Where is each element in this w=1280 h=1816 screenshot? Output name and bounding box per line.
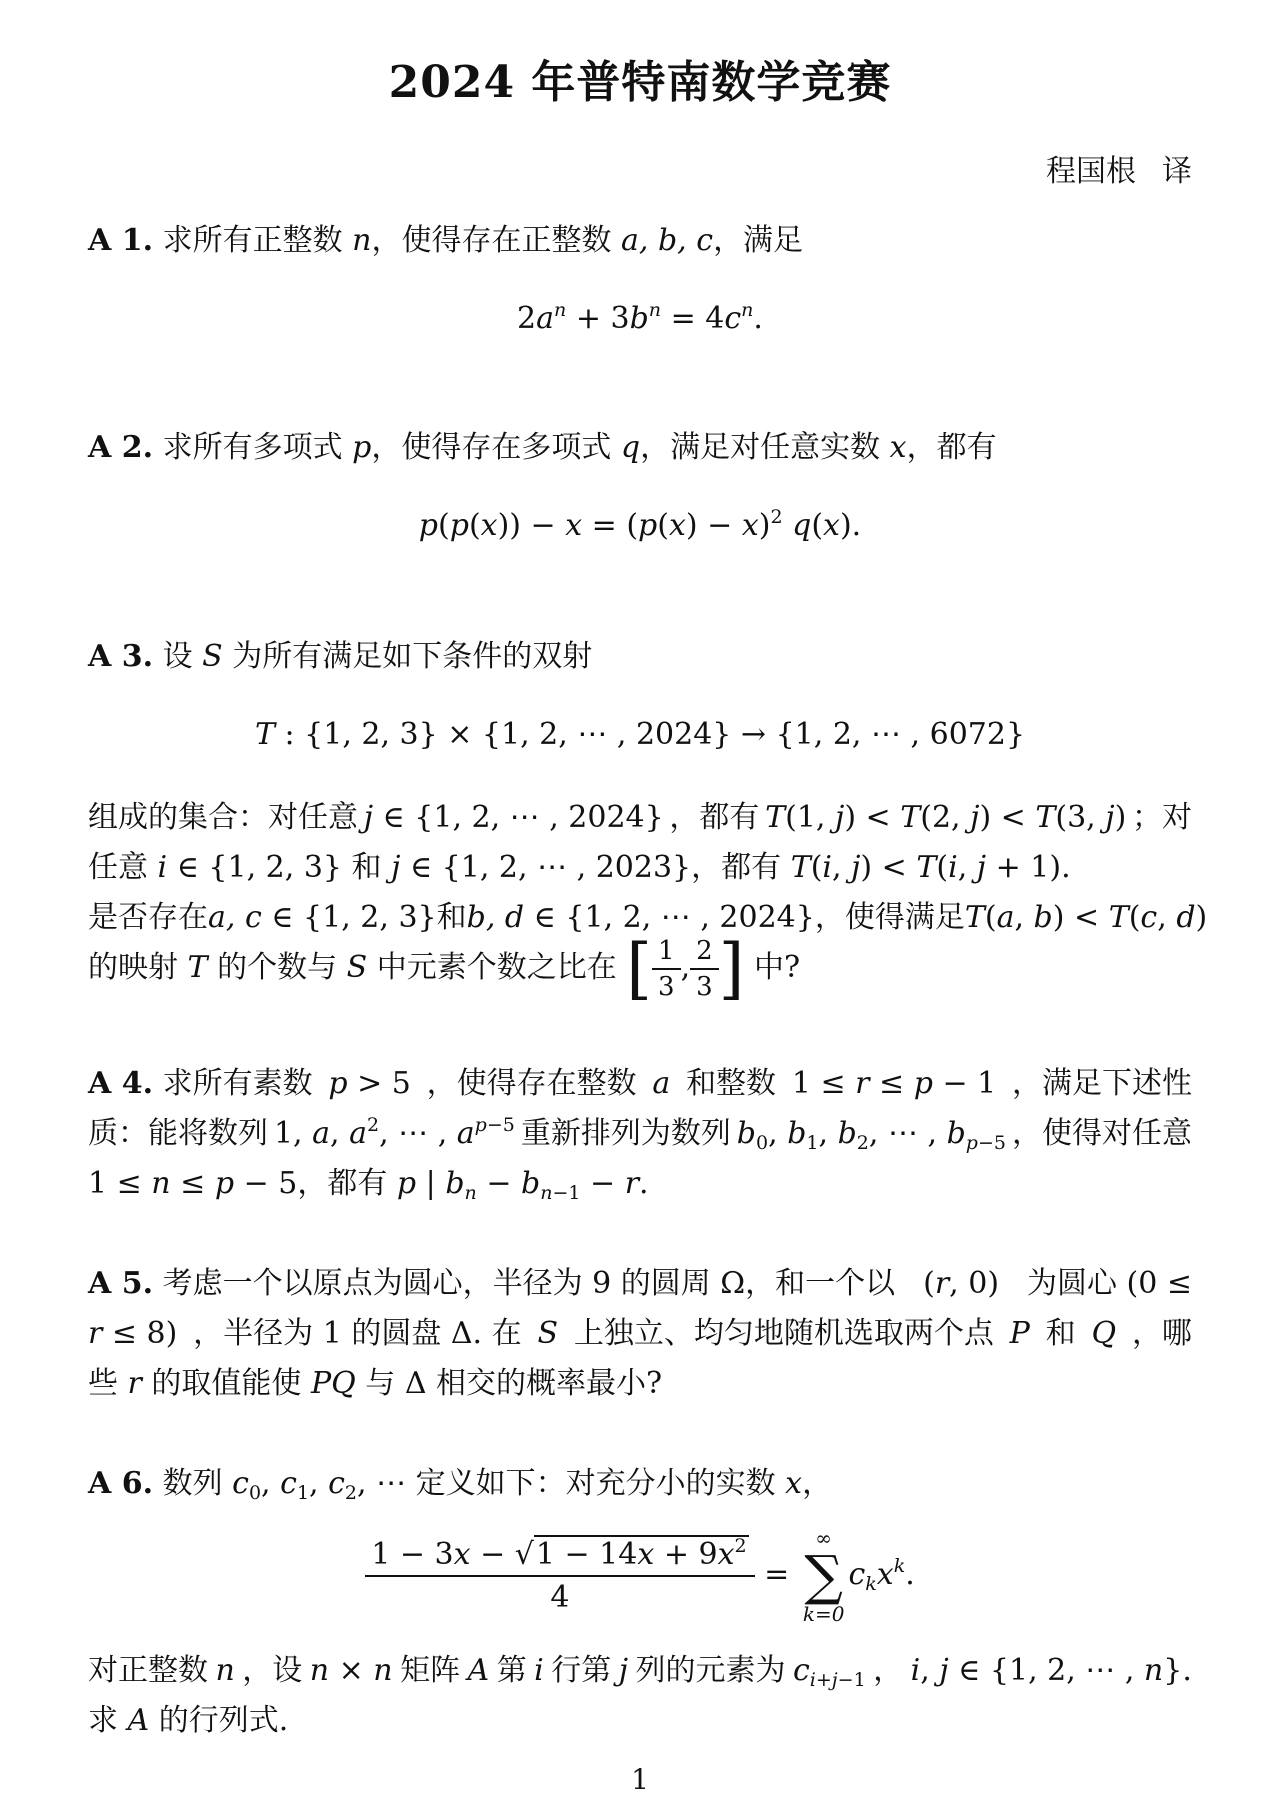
problem-a3-line1: 组成的集合：对任意 j ∈ {1, 2, ⋯ , 2024} ，都有 T(1, j) < T(2, j) < T(3, j) ；对 xyxy=(88,800,1192,835)
problem-a5-line2: r ≤ 8) ，半径为 1 的圆盘 Δ. 在 S 上独立、均匀地随机选取两个点 P 和 Q ，哪 xyxy=(88,1316,1192,1351)
problem-a4-line1: A 4. 求所有素数 p > 5 ，使得存在整数 a 和整数 1 ≤ r ≤ p − 1 ，满足下述性 xyxy=(88,1066,1192,1101)
problem-a4-line2: 质：能将数列 1, a, $a^2$, ⋯ , $a^{p-5}$ 重新排列为数列 $b_0$, $b_1$, $b_2$, ⋯ , $b_{p-5}$ ，使得对任意 xyxy=(88,1114,1192,1154)
translator-credit xyxy=(1046,146,1192,190)
problem-label-a1: A 1. xyxy=(88,223,154,258)
problem-a3-line4: 的映射 T 的个数与 S 中元素个数之比在 [ $\frac{1}{3}$ , $\frac{2}{3}$ ] 中? xyxy=(88,930,801,1007)
problem-a2-equation: $p(p(x)) - x = (p(x) - x)^2$ q(x). xyxy=(418,506,862,543)
problem-a3-line3: 是否存在 a, c ∈ {1, 2, 3} 和 b, d ∈ {1, 2, ⋯ , 2024} ，使得满足 T(a, b) < T(c, d) xyxy=(88,900,1208,935)
problem-label-a2: A 2. xyxy=(88,430,154,465)
problem-label-a6: A 6. xyxy=(88,1466,154,1501)
problem-a2-statement: A 2. 求所有多项式 p，使得存在多项式 q，满足对任意实数 x，都有 xyxy=(88,430,997,465)
problem-a5-line1: A 5. 考虑一个以原点为圆心，半径为 9 的圆周 Ω，和一个以 (r, 0) 为圆心 (0 ≤ xyxy=(88,1266,1192,1301)
problem-a6-equation: $\frac{1 - 3x - √1 - 14x + 9x^2}{4}$ = ∞ ∑ k=0 $c_kx^k$. xyxy=(0,1528,1280,1624)
document-title: 2024 年普特南数学竞赛 xyxy=(388,57,892,108)
problem-a1-statement: A 1. 求所有正整数 n，使得存在正整数 a, b, c，满足 xyxy=(88,223,804,258)
problem-a1-equation: $2a^n + 3b^n = 4c^n$. xyxy=(517,299,763,336)
problem-a3-statement: A 3. 设 S 为所有满足如下条件的双射 xyxy=(88,639,593,674)
problem-a6-statement: A 6. 数列 $c_0$, $c_1$, $c_2$, ⋯ 定义如下：对充分小的实数 x， xyxy=(88,1466,833,1504)
problem-label-a3: A 3. xyxy=(88,639,154,674)
problem-a6-line3: 求 A 的行列式. xyxy=(88,1703,289,1738)
problem-a3-bijection: T : {1, 2, 3} × {1, 2, ⋯ , 2024} → {1, 2, ⋯ , 6072} xyxy=(254,717,1026,752)
problem-a3-line2: 任意 i ∈ {1, 2, 3} 和 j ∈ {1, 2, ⋯ , 2023}，都有 T(i, j) < T(i, j + 1). xyxy=(88,850,1071,885)
problem-a5-line3: 些 r 的取值能使 PQ 与 Δ 相交的概率最小? xyxy=(88,1366,663,1401)
problem-label-a5: A 5. xyxy=(88,1266,154,1301)
problem-a4-line3: 1 ≤ n ≤ p − 5，都有 p | $b_n - b_{n-1} - r$. xyxy=(88,1166,649,1204)
problem-label-a4: A 4. xyxy=(88,1066,154,1101)
problem-a6-line2: 对正整数 n ，设 n × n 矩阵 A 第 i 行第 j 列的元素为 $c_{i+j-1}$ ， i, j ∈ {1, 2, ⋯ , n}. xyxy=(88,1653,1192,1691)
translator-name: 程国根 xyxy=(1046,154,1136,189)
page-number: 1 xyxy=(631,1763,649,1796)
translator-role: 译 xyxy=(1162,154,1192,189)
